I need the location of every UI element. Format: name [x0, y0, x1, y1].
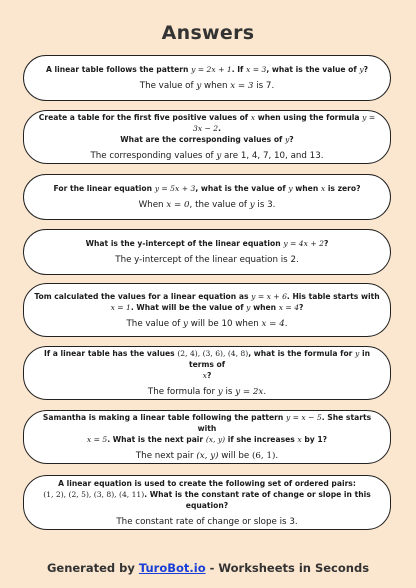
question-text: What is the y-intercept of the linear equation y = 4x + 2? [85, 239, 329, 248]
footer [0, 561, 416, 575]
answer-card-6 [23, 346, 391, 400]
answer-text: The constant rate of change or slope is 3. [116, 516, 298, 527]
question-text: A linear table follows the pattern y = 2x + 1. If x = 3, what is the value of y? [45, 65, 369, 74]
question-text: For the linear equation y = 5x + 3, what is the value of y when x is zero? [53, 184, 361, 193]
answer-text: The next pair (x, y) will be (6, 1). [135, 451, 279, 461]
footer-suffix: - Worksheets in Seconds [205, 561, 370, 575]
answer-text: The value of y will be 10 when x = 4. [126, 318, 288, 329]
question-text: Tom calculated the values for a linear equation as y = x + 6. His table starts with x = 1. What will be the value of y when x = 4? [34, 291, 380, 312]
answer-card-3 [23, 174, 391, 220]
answer-text: The value of y when x = 3 is 7. [139, 81, 275, 91]
answer-card-7 [23, 410, 391, 464]
question-text: Samantha is making a linear table following the pattern y = x − 5. She starts with x = 5. What is the next pair (x, y) if she increases x by 1? [42, 413, 372, 444]
answer-text: The formula for y is y = 2x. [147, 387, 267, 397]
answer-text: The corresponding values of y are 1, 4, 7, 10, and 13. [90, 151, 324, 161]
answer-card-8 [23, 475, 391, 530]
answer-card-4 [23, 229, 391, 275]
footer-prefix: Generated by [46, 561, 139, 575]
answer-card-5 [23, 283, 391, 337]
turobot-link[interactable]: TuroBot.io [138, 561, 206, 575]
answer-card-2 [23, 110, 391, 164]
page-title: Answers [161, 22, 255, 44]
question-text: If a linear table has the values (2, 4), (3, 6), (4, 8), what is the formula for y in terms of x? [44, 349, 370, 380]
answer-text: When x = 0, the value of y is 3. [138, 200, 276, 210]
answer-card-1 [23, 55, 391, 101]
answer-text: The y-intercept of the linear equation is 2. [115, 255, 299, 265]
question-text: Create a table for the first five positive values of x when using the formula y = 3x − 2. What are the corresponding values of y? [38, 113, 376, 144]
question-text: A linear equation is used to create the following set of ordered pairs: (1, 2), (2, 5), (3, 8), (4, 11). What is the constant rate of change or slope in this equation? [43, 478, 371, 510]
